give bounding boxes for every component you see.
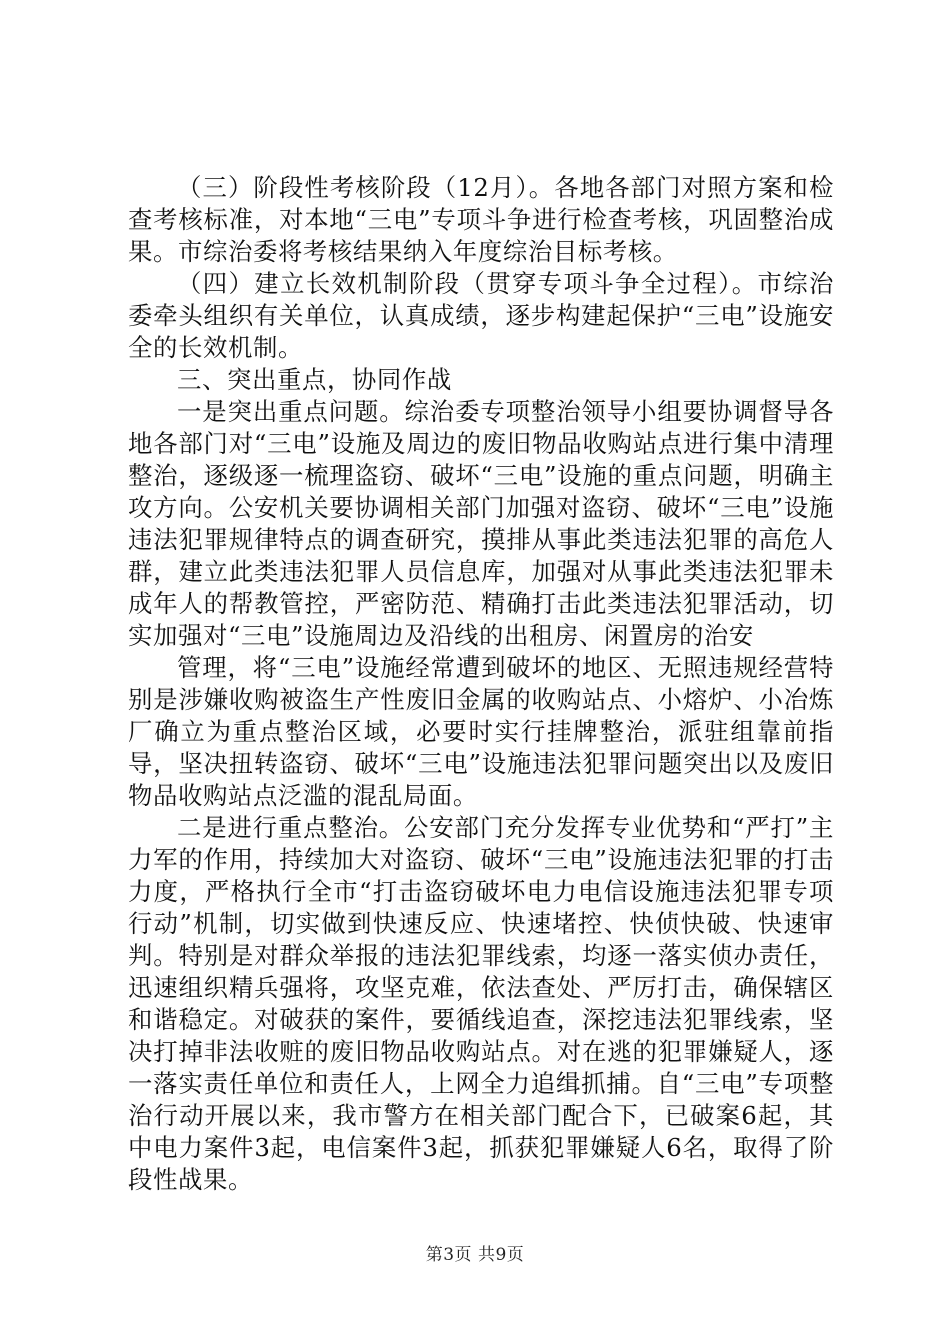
paragraph-point-one-continued: 管理，将“三电”设施经常遭到破坏的地区、无照违规经营特别是涉嫌收购被盗生产性废旧金属的收购站点、小熔炉、小冶炼厂确立为重点整治区域，必要时实行挂牌整治，派驻组靠前指导，坚决扭转盗窃、破坏“三电”设施违法犯罪问题突出以及废旧物品收购站点泛滥的混乱局面。 xyxy=(128,653,834,810)
page-number-footer: 第3页 共9页 xyxy=(425,1245,525,1265)
document-body xyxy=(128,172,834,1196)
paragraph-point-one: 一是突出重点问题。综治委专项整治领导小组要协调督导各地各部门对“三电”设施及周边的废旧物品收购站点进行集中清理整治，逐级逐一梳理盗窃、破坏“三电”设施的重点问题，明确主攻方向。公安机关要协调相关部门加强对盗窃、破坏“三电”设施违法犯罪规律特点的调查研究，摸排从事此类违法犯罪的高危人群，建立此类违法犯罪人员信息库，加强对从事此类违法犯罪未成年人的帮教管控，严密防范、精确打击此类违法犯罪活动，切实加强对“三电”设施周边及沿线的出租房、闲置房的治安 xyxy=(128,397,834,650)
paragraph-stage-four: （四）建立长效机制阶段（贯穿专项斗争全过程）。市综治委牵头组织有关单位，认真成绩，逐步构建起保护“三电”设施安全的长效机制。 xyxy=(128,269,834,362)
section-heading: 三、突出重点，协同作战 xyxy=(177,365,452,394)
paragraph-point-two: 二是进行重点整治。公安部门充分发挥专业优势和“严打”主力军的作用，持续加大对盗窃、破坏“三电”设施违法犯罪的打击力度，严格执行全市“打击盗窃破坏电力电信设施违法犯罪专项行动”机制，切实做到快速反应、快速堵控、快侦快破、快速审判。特别是对群众举报的违法犯罪线索，均逐一落实侦办责任，迅速组织精兵强将，攻坚克难，依法查处、严厉打击，确保辖区和谐稳定。对破获的案件，要循线追查，深挖违法犯罪线索，坚决打掉非法收赃的废旧物品收购站点。对在逃的犯罪嫌疑人，逐一落实责任单位和责任人，上网全力追缉抓捕。自“三电”专项整治行动开展以来，我市警方在相关部门配合下，已破案6起，其中电力案件3起，电信案件3起，抓获犯罪嫌疑人6名，取得了阶段性战果。 xyxy=(128,813,834,1194)
paragraph-stage-three: （三）阶段性考核阶段（12月）。各地各部门对照方案和检查考核标准，对本地“三电”专项斗争进行检查考核，巩固整治成果。市综治委将考核结果纳入年度综治目标考核。 xyxy=(128,173,834,266)
